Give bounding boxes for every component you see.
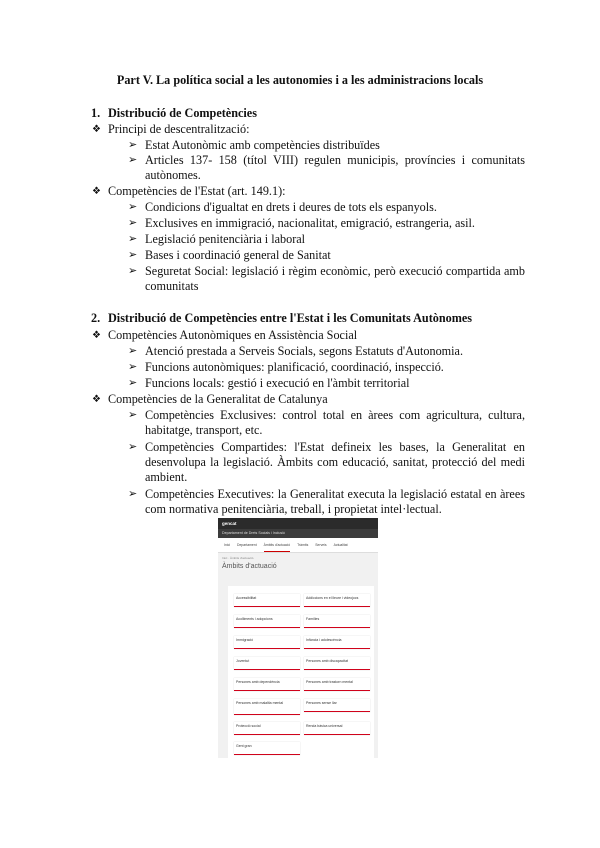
s2-b1-item-1: Atenció prestada a Serveis Socials, segons Estatuts d'Autonomia. xyxy=(145,344,463,358)
arrow-icon: ➢ xyxy=(128,201,138,213)
s2-bullet-1: Competències Autonòmiques en Assistència Social xyxy=(108,328,358,342)
arrow-icon: ➢ xyxy=(128,361,138,373)
arrow-icon: ➢ xyxy=(128,441,138,453)
s2-b2-item-2-cont2: ambient. xyxy=(145,470,188,484)
arrow-icon: ➢ xyxy=(128,233,138,245)
s1-b1-item-1: Estat Autonòmic amb competències distribuïdes xyxy=(145,138,380,152)
s1-b2-item-5: Seguretat Social: legislació i règim econòmic, però execució compartida amb xyxy=(145,264,525,278)
area-card: Persones amb discapacitat xyxy=(304,657,370,670)
s2-b2-item-3: Competències Executives: la Generalitat executa la legislació estatal en àrees xyxy=(145,487,525,501)
document-title: Part V. La política social a les autonomies i a les administracions locals xyxy=(116,73,484,87)
s2-b2-item-1: Competències Exclusives: control total en àrees com agricultura, cultura, xyxy=(145,408,525,422)
arrow-icon: ➢ xyxy=(128,154,138,166)
s1-bullet-2: Competències de l'Estat (art. 149.1): xyxy=(108,184,286,198)
bullet-icon: ❖ xyxy=(92,330,101,341)
s1-b2-item-1: Condicions d'igualtat en drets i deures de tots els espanyols. xyxy=(145,200,437,214)
arrow-icon: ➢ xyxy=(128,345,138,357)
site-breadcrumb: Inici · Àmbits d'actuació xyxy=(222,556,254,560)
s2-bullet-2: Competències de la Generalitat de Catalunya xyxy=(108,392,328,406)
bullet-icon: ❖ xyxy=(92,124,101,135)
nav-item: Departament xyxy=(237,543,257,547)
s2-b2-item-2-cont: desenvolupa la legislació. Àmbits com educació, sanitat, protecció del medi xyxy=(145,455,525,469)
nav-item-active: Àmbits d'actuació xyxy=(264,538,290,552)
area-card: Infància i adolescència xyxy=(304,636,370,649)
s1-b2-item-3: Legislació penitenciària i laboral xyxy=(145,232,306,246)
s1-bullet-1: Principi de descentralització: xyxy=(108,122,250,136)
area-card: Renda bàsica universal xyxy=(304,722,370,735)
s1-b1-item-2-cont: autònomes. xyxy=(145,168,201,182)
s2-b2-item-3-cont: com normativa penitenciària, treball, i propietat intel·lectual. xyxy=(145,502,442,516)
arrow-icon: ➢ xyxy=(128,139,138,151)
section1-heading: Distribució de Competències xyxy=(108,106,257,120)
s1-b2-item-2: Exclusives en immigració, nacionalitat, emigració, estrangeria, asil. xyxy=(145,216,475,230)
arrow-icon: ➢ xyxy=(128,488,138,500)
arrow-icon: ➢ xyxy=(128,409,138,421)
site-heading: Àmbits d'actuació xyxy=(222,563,277,570)
nav-item: Inici xyxy=(224,543,231,547)
area-card: Acolliments i adopcions xyxy=(234,615,300,628)
area-card: Persones amb trastorn mental xyxy=(304,678,370,691)
section1-number: 1. xyxy=(91,106,101,120)
area-card: Famílies xyxy=(304,615,370,628)
area-card: Gent gran xyxy=(234,742,300,755)
bullet-icon: ❖ xyxy=(92,394,101,405)
s2-b1-item-2: Funcions autonòmiques: planificació, coordinació, inspecció. xyxy=(145,360,444,374)
area-card: Persones amb malaltia mental xyxy=(234,699,300,715)
section2-number: 2. xyxy=(91,311,101,325)
arrow-icon: ➢ xyxy=(128,217,138,229)
area-card: Accessibilitat xyxy=(234,594,300,607)
site-nav xyxy=(218,538,378,553)
s1-b1-item-2: Articles 137- 158 (títol VIII) regulen municipis, províncies i comunitats xyxy=(145,153,525,167)
s2-b2-item-2: Competències Compartides: l'Estat defineix les bases, la Generalitat en xyxy=(145,440,525,454)
arrow-icon: ➢ xyxy=(128,265,138,277)
embedded-website-screenshot xyxy=(218,518,378,758)
bullet-icon: ❖ xyxy=(92,186,101,197)
arrow-icon: ➢ xyxy=(128,377,138,389)
s2-b1-item-3: Funcions locals: gestió i execució en l'àmbit territorial xyxy=(145,376,410,390)
area-card: Protecció social xyxy=(234,722,300,735)
site-department: Departament de Drets Socials i Inclusió xyxy=(218,529,378,538)
site-brand: gencat xyxy=(218,518,378,529)
area-card: Immigració xyxy=(234,636,300,649)
s2-b2-item-1-cont: habitatge, transport, etc. xyxy=(145,423,263,437)
area-card: Persones amb dependència xyxy=(234,678,300,691)
arrow-icon: ➢ xyxy=(128,249,138,261)
s1-b2-item-4: Bases i coordinació general de Sanitat xyxy=(145,248,331,262)
area-card: Addiccions en el lleure i videojocs xyxy=(304,594,370,607)
nav-item: Actualitat xyxy=(333,543,348,547)
s1-b2-item-5-cont: comunitats xyxy=(145,279,199,293)
cards-panel xyxy=(228,586,374,758)
area-card: Joventut xyxy=(234,657,300,670)
section2-heading: Distribució de Competències entre l'Estat i les Comunitats Autònomes xyxy=(108,311,473,325)
nav-item: Serveis xyxy=(315,543,327,547)
area-card: Persones sense llar xyxy=(304,699,370,712)
nav-item: Tràmits xyxy=(297,543,309,547)
